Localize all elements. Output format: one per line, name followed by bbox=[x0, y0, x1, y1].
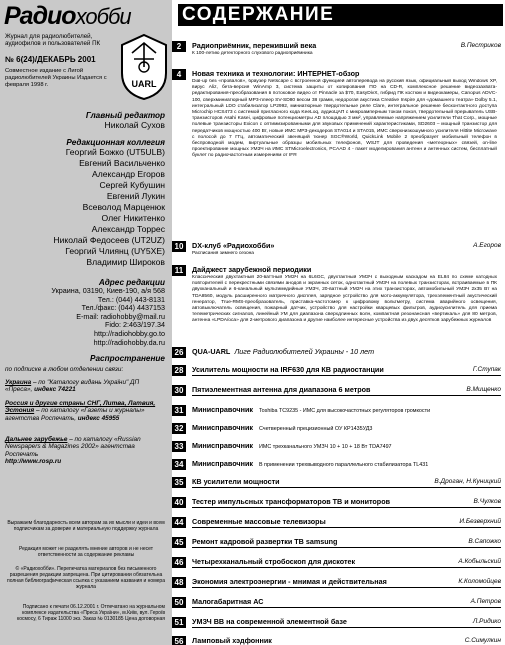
toc-subtitle: К 100-летию детекторного слухового радиоприёмника bbox=[192, 51, 313, 56]
board-member: Александр Торрес bbox=[91, 224, 165, 234]
toc-title-text: QUA-UARL bbox=[192, 347, 231, 356]
toc-title: Новая техника и технологии: ИНТЕРНЕТ-обзор bbox=[192, 69, 360, 78]
toc-rule bbox=[192, 375, 501, 376]
board-member: Николай Федосеев (UT2UZ) bbox=[53, 235, 165, 245]
toc-title-text: Минисправочник bbox=[192, 441, 253, 450]
toc-author: В.Мищенко bbox=[466, 386, 501, 393]
toc-rule bbox=[192, 487, 501, 488]
toc-title-extra: В применении трехвыводного параллельного стабилизатора TL431 bbox=[258, 462, 429, 468]
toc-entry[interactable] bbox=[172, 577, 505, 591]
masthead bbox=[4, 2, 131, 31]
toc-subtitle: Расписания зимнего сезона bbox=[192, 251, 254, 256]
toc-title-extra: Счетверенный прецизионный ОУ КР1435УД3 bbox=[258, 426, 373, 432]
board-member: Георгий Члиянц (UY5XE) bbox=[65, 246, 165, 256]
toc-title: DX-клуб «Радиохобби» bbox=[192, 241, 275, 250]
toc-page-number: 48 bbox=[172, 577, 186, 588]
toc-page-number: 35 bbox=[172, 477, 186, 488]
address-line: Тел.: (044) 443-8131 bbox=[97, 294, 165, 304]
ukraine-label: Украина bbox=[5, 379, 32, 386]
chief-editor-section bbox=[86, 111, 165, 131]
toc-description: Dial-up без «провалов», браузер Netscape с встроенной функцией автоперевода на русский язык, официальный выход Windows XP, вирус Aliz, бета-версия WinAmp 3, система защиты от копирования ПО на CD-R, комплексное решение видеозахвата-редактирования-преобразования в потоковое видео от Pinnacle за $70, EasyDivX, гибрид ПК костюм и видеокамеры, Canopus ADVC-100, сверхминиатюрный MP3-плеер SV-SD80 весом 38 грамм, недорогая акустика Creative Inspire для «домашнего театра» Dolby 5.1, интегральный LDO стабилизатор LP2992, миниатюрные твердотельные реле Clare, интегральное решение бесконтактного доступа Microchip HCS473 с системой пригласного кода KeeLoq, аудиоЦАП с микроамперным током покоя, твердотельный прерыватель USB-транзисторов Asahi Kasei, цифровые потенциометры AD площадью 3 мм², управляемые напряжением усилители That Corp., мощные полевые транзисторы Exicon с оптимизированными для звуковых применений характеристиками, SD2603 – мощный транзистор для передатчиков мощностью 400 Вт, новые ИМС МРЗ-декодеров STA014 и STA015, ИМС сверхнизкошумного усилителя Hittite Microwave с полосой до 7 ГГц, автоматический звенящий тюнер SGC®World, QuickLink Mobile 2 преобразует мобильный телефон в беспроводной модем, виртуальные образцы мобильных телефонов, WSJT для проведения «метеорных» связей, on-line проектирование мощных УМЗЧ на ИМС STMicroelectronics, PCAAD 4 - пакет моделирования антенн и антенных систем, бесплатный буклет по радиочастотным измерениям от IFR bbox=[192, 79, 497, 159]
toc-page-number: 51 bbox=[172, 617, 186, 628]
chief-editor-name: Николай Сухов bbox=[104, 120, 165, 130]
toc-entry[interactable] bbox=[172, 423, 505, 437]
toc-entry[interactable] bbox=[172, 441, 505, 455]
toc-entry[interactable] bbox=[172, 41, 505, 63]
toc-title bbox=[192, 347, 374, 357]
disclaimer-text: Редакция может не разделять мнение авторов и не несет ответственности за содержание рекламы bbox=[19, 546, 153, 558]
toc-author: Г.Ступак bbox=[472, 366, 501, 373]
toc-title: Пятиэлементная антенна для диапазона 6 метров bbox=[192, 385, 371, 394]
toc-page-number: 26 bbox=[172, 347, 186, 358]
toc-title: Дайджест зарубежной периодики bbox=[192, 265, 312, 274]
address-url[interactable]: http://radiohobby.go.to bbox=[94, 328, 165, 338]
editorial-sidebar bbox=[0, 0, 172, 645]
toc-title-extra: Toshiba TC9235 - ИМС для высокочастотных регуляторов громкости bbox=[258, 408, 431, 414]
toc-description: Классический двухтактный 20-ваттный УМЗЧ на 6L6GC, двухтактный УМЗЧ с выходным каскадом на EL84 по схеме катодных повторителей с перекрестными связями анодов и экранных сеток, однотактный УМЗЧ на полевых транзисторах, встраиваемые в ПК двухканальный и 6-канальный мультимедийные УМЗЧ, 20-ваттный УМЗЧ на этих транзисторах, автомобильный УМЗЧ 2x35 Вт на TDA8560, модуль расширенного матричного дисплея, зарядное устройство для мото-аккумулятора, трехэлементный акустический генератор, True-RMS-преобразователь, приставка-частотомер к цифровому вольтметру, система аварийного освещения, автовыключатель освещения, пожарный датчик, устройство для настройки кварцевых фильтров, аудиоусилитель для приема телеметрических сигналов, линейный УМ для диапазона сверхдлинных волн, компактная резонансная «вертикаль» для 80 метров, антенна «LPDA/оса» для 2-метрового диапазона и другие наиболее интересные устройства из двух десятков зарубежных журналов bbox=[192, 275, 497, 324]
subscription-abroad bbox=[5, 436, 167, 466]
russia-label: Россия и другие страны СНГ, Литва, Латвия, Эстония bbox=[5, 400, 156, 415]
toc-page-number: 2 bbox=[172, 41, 186, 52]
toc-title: Радиоприёмник, переживший века bbox=[192, 41, 317, 50]
board-member: Всеволод Марценюк bbox=[82, 202, 165, 212]
address-line: Украина, 03190, Киев-190, а/я 568 bbox=[51, 286, 165, 295]
subscription-ukraine bbox=[5, 379, 167, 394]
board-member: Олег Никитенко bbox=[101, 213, 165, 223]
toc-entry[interactable] bbox=[172, 597, 505, 611]
intro-text: Журнал для радиолюбителей, аудиофилов и пользователей ПК bbox=[5, 33, 101, 48]
contents-heading: СОДЕРЖАНИЕ bbox=[178, 4, 503, 26]
distribution-section bbox=[90, 354, 165, 363]
toc-author: В.Дроган, Н.Куницкий bbox=[434, 478, 501, 485]
distribution-heading: Распространение bbox=[90, 354, 165, 363]
toc-page-number: 34 bbox=[172, 459, 186, 470]
toc-page-number: 28 bbox=[172, 365, 186, 376]
toc-author: А.Кобыльский bbox=[458, 558, 501, 565]
toc-rule bbox=[192, 395, 501, 396]
contents-column bbox=[172, 0, 505, 645]
toc-title: Современные массовые телевизоры bbox=[192, 517, 326, 526]
ukraine-text: – по "Каталогу видань України" ДП «Преса», bbox=[5, 379, 140, 394]
toc-entry[interactable] bbox=[172, 617, 505, 631]
toc-page-number: 4 bbox=[172, 69, 186, 80]
toc-page-number: 30 bbox=[172, 385, 186, 396]
toc-rule bbox=[192, 567, 501, 568]
toc-entry[interactable] bbox=[172, 636, 505, 645]
russia-index: индекс 45955 bbox=[77, 414, 120, 422]
toc-page-number: 33 bbox=[172, 441, 186, 452]
board-member: Владимир Широков bbox=[86, 257, 165, 267]
board-member: Георгий Божко (UT5ULB) bbox=[65, 147, 165, 157]
abroad-label: Дальнее зарубежье bbox=[5, 436, 68, 443]
toc-rule bbox=[192, 547, 501, 548]
board-member: Сергей Кубушин bbox=[99, 180, 165, 190]
toc-title-extra: Лиге Радиолюбителей Украины - 10 лет bbox=[234, 347, 375, 356]
toc-page-number: 50 bbox=[172, 597, 186, 608]
toc-title: Малогабаритная АС bbox=[192, 597, 264, 606]
masthead-hobby: хобби bbox=[75, 4, 131, 29]
print-info: Подписано к печати 06.12.2001 г. Отпечатано на журнальном комплексе издательства «Преса України», м.Київ, вул. Героїв космосу, 6 Тираж 11000 экз. Заказ № 0130185 Цена договорная bbox=[16, 604, 165, 622]
toc-entry[interactable] bbox=[172, 537, 505, 551]
toc-title: Четырехканальный стробоскоп для дискотек bbox=[192, 557, 356, 566]
chief-editor-heading: Главный редактор bbox=[85, 111, 165, 120]
toc-title bbox=[192, 441, 392, 452]
toc-page-number: 32 bbox=[172, 423, 186, 434]
board-member: Евгений Васильченко bbox=[79, 158, 165, 168]
toc-title: Тестер импульсных трансформаторов ТВ и мониторов bbox=[192, 497, 391, 506]
toc-title-text: Минисправочник bbox=[192, 423, 253, 432]
toc-entry[interactable] bbox=[172, 385, 505, 399]
toc-entry[interactable] bbox=[172, 69, 505, 241]
toc-title bbox=[192, 459, 428, 470]
toc-title: КВ усилители мощности bbox=[192, 477, 280, 486]
ukraine-index: индекс 74221 bbox=[34, 386, 76, 394]
uarl-logo-text: UARL bbox=[131, 79, 157, 89]
toc-page-number: 44 bbox=[172, 517, 186, 528]
toc-title: Экономия электроэнергии - мнимая и действительная bbox=[192, 577, 387, 586]
address-section bbox=[51, 278, 165, 347]
address-email[interactable]: E-mail: radiohobby@mail.ru bbox=[76, 311, 165, 321]
toc-rule bbox=[192, 507, 501, 508]
toc-title-text: Минисправочник bbox=[192, 405, 253, 414]
toc-author: В.Чулков bbox=[473, 498, 501, 505]
toc-rule bbox=[192, 627, 501, 628]
toc-entry[interactable] bbox=[172, 405, 505, 419]
toc-rule bbox=[192, 527, 501, 528]
toc-title: УМЗЧ ВВ на современной элементной базе bbox=[192, 617, 347, 626]
toc-page-number: 46 bbox=[172, 557, 186, 568]
subscription-intro: по подписке в любом отделении связи: bbox=[5, 366, 124, 373]
toc-entry[interactable] bbox=[172, 497, 505, 511]
toc-entry[interactable] bbox=[172, 265, 505, 345]
toc-author: И.Безверхний bbox=[459, 518, 501, 525]
toc-author: В.Пестриков bbox=[460, 42, 501, 49]
editorial-board bbox=[53, 138, 165, 268]
toc-page-number: 31 bbox=[172, 405, 186, 416]
toc-title: Ламповый хэдфонник bbox=[192, 636, 272, 645]
thanks-text: Выражаем благодарность всем авторам за их мысли и идеи и всем подписчикам за доверие и материальную поддержку журнала bbox=[7, 520, 165, 532]
issue-number: № 6(24)/ДЕКАБРЬ 2001 bbox=[5, 55, 96, 64]
abroad-text: – по каталогу «Russian Newspapers & Magazines 2002» агентства Роспечать bbox=[5, 436, 141, 458]
board-member: Евгений Лукин bbox=[106, 191, 165, 201]
toc-entry[interactable] bbox=[172, 517, 505, 531]
toc-rule bbox=[192, 607, 501, 608]
toc-title bbox=[192, 405, 430, 416]
toc-entry[interactable] bbox=[172, 477, 505, 491]
toc-title bbox=[192, 423, 372, 434]
toc-page-number: 56 bbox=[172, 636, 186, 645]
toc-entry[interactable] bbox=[172, 241, 505, 263]
address-fido: Fido: 2:463/197.34 bbox=[105, 320, 165, 330]
toc-entry[interactable] bbox=[172, 365, 505, 379]
toc-author: А.Егоров bbox=[473, 242, 501, 249]
toc-page-number: 45 bbox=[172, 537, 186, 548]
address-heading: Адрес редакции bbox=[98, 278, 165, 287]
toc-author: А.Петров bbox=[470, 598, 501, 605]
copyright-text: © «Радиохобби». Перепечатка материалов без письменного разрешения редакции запрещена. При цитировании обязательна полная библиографическая ссылка с указанием названия и номера журнала bbox=[6, 566, 165, 590]
address-line: Тел./факс: (044) 4437153 bbox=[81, 303, 165, 313]
address-url[interactable]: http://radiohobby.da.ru bbox=[93, 337, 165, 347]
toc-author: С.Симулкин bbox=[464, 637, 501, 644]
toc-page-number: 10 bbox=[172, 241, 186, 252]
board-heading: Редакционная коллегия bbox=[66, 138, 165, 147]
toc-author: Л.Ридико bbox=[472, 618, 501, 625]
toc-author: В.Сапожко bbox=[468, 538, 501, 545]
toc-title-text: Минисправочник bbox=[192, 459, 253, 468]
abroad-url[interactable]: http://www.rosp.ru bbox=[5, 458, 62, 466]
toc-page-number: 11 bbox=[172, 265, 186, 276]
russia-text: – по каталогу «Газеты и журналы» агентства Роспечать, bbox=[5, 407, 145, 422]
toc-page-number: 40 bbox=[172, 497, 186, 508]
masthead-radio: Радио bbox=[4, 2, 76, 30]
toc-entry[interactable] bbox=[172, 459, 505, 473]
board-member: Александр Егоров bbox=[92, 169, 165, 179]
toc-author: К.Коломойцев bbox=[458, 578, 501, 585]
toc-title: Усилитель мощности на IRF630 для КВ радиостанции bbox=[192, 365, 384, 374]
toc-rule bbox=[192, 587, 501, 588]
toc-entry[interactable] bbox=[172, 347, 505, 361]
toc-title-extra: ИМС трехканального УМЗЧ 10 + 10 + 18 Вт TDA7497 bbox=[258, 444, 392, 450]
toc-entry[interactable] bbox=[172, 557, 505, 571]
subscription-russia bbox=[5, 400, 167, 422]
uarl-logo bbox=[120, 33, 168, 101]
toc-title: Ремонт кадровой развертки ТВ samsung bbox=[192, 537, 338, 546]
coedition-text: Совместное издание с Лигой радиолюбителей Украины Издается с февраля 1998 г. bbox=[5, 68, 107, 89]
